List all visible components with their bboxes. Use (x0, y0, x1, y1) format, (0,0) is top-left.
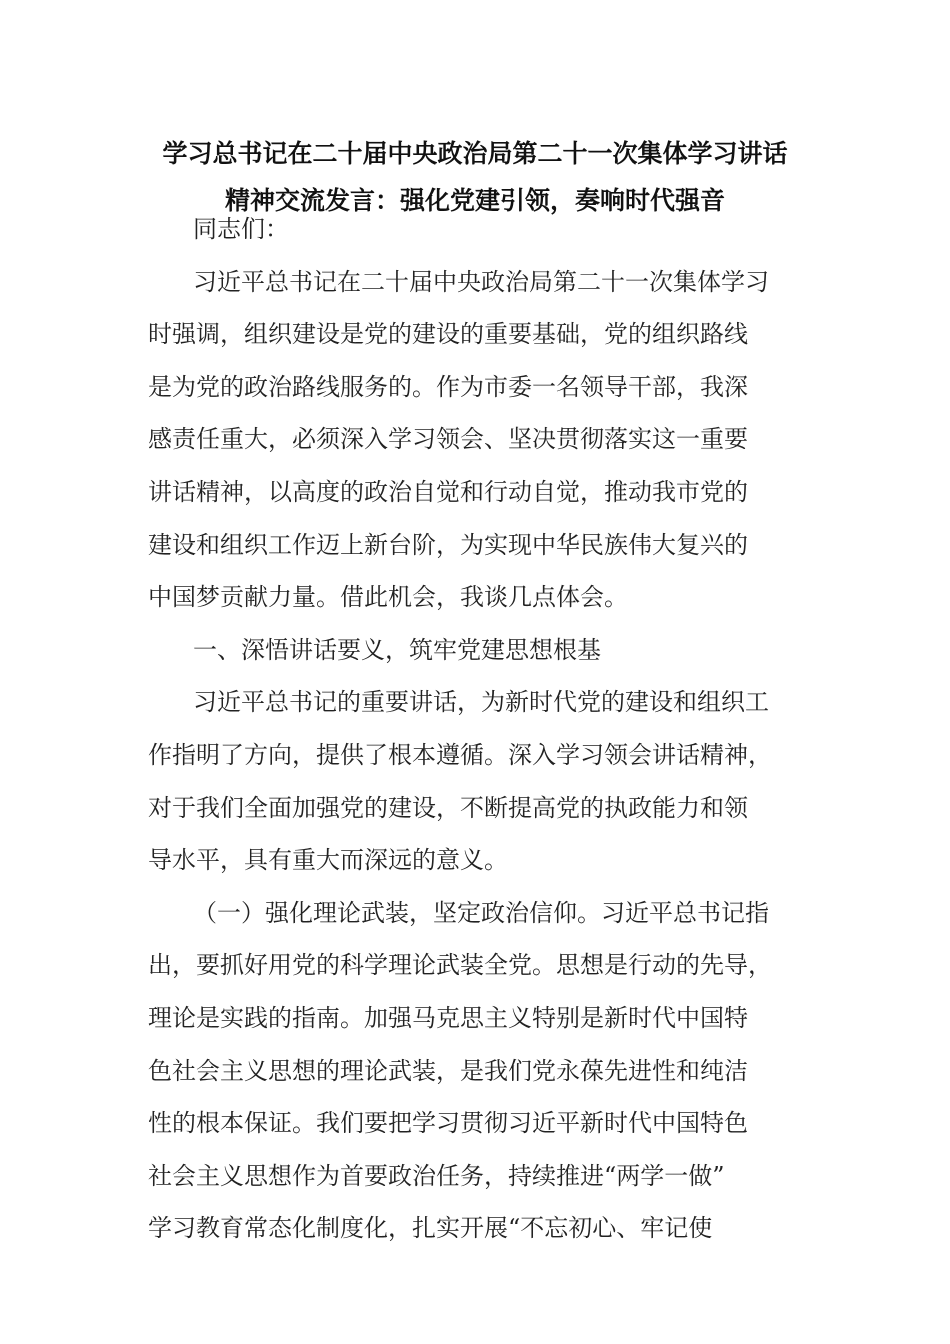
document-title-line-2: 精神交流发言：强化党建引领，奏响时代强音 (224, 186, 725, 215)
body-line: 导水平，具有重大而深远的意义。 (148, 846, 508, 875)
body-line: 作指明了方向，提供了根本遵循。深入学习领会讲话精神， (148, 740, 772, 769)
body-line: 建设和组织工作迈上新台阶，为实现中华民族伟大复兴的 (148, 530, 748, 559)
body-line: 出，要抓好用党的科学理论武装全党。思想是行动的先导， (148, 951, 772, 980)
body-line: 学习教育常态化制度化，扎实开展“不忘初心、牢记使 (148, 1214, 713, 1243)
body-line: 感责任重大，必须深入学习领会、坚决贯彻落实这一重要 (148, 425, 748, 454)
body-line: 讲话精神，以高度的政治自觉和行动自觉，推动我市党的 (148, 477, 748, 506)
section-heading: 一、深悟讲话要义，筑牢党建思想根基 (193, 635, 601, 664)
body-line: 是为党的政治路线服务的。作为市委一名领导干部，我深 (148, 372, 748, 401)
body-line: 习近平总书记的重要讲话，为新时代党的建设和组织工 (193, 688, 769, 717)
document-title-line-1: 学习总书记在二十届中央政治局第二十一次集体学习讲话 (162, 139, 788, 168)
body-line: 性的根本保证。我们要把学习贯彻习近平新时代中国特色 (148, 1109, 748, 1138)
salutation: 同志们： (193, 215, 289, 243)
body-line: 时强调，组织建设是党的建设的重要基础，党的组织路线 (148, 320, 748, 349)
body-line: 理论是实践的指南。加强马克思主义特别是新时代中国特 (148, 1003, 748, 1032)
body-line: 习近平总书记在二十届中央政治局第二十一次集体学习 (193, 267, 769, 296)
body-line: 社会主义思想作为首要政治任务，持续推进“两学一做” (148, 1161, 725, 1190)
subsection-line: （一）强化理论武装，坚定政治信仰。习近平总书记指 (193, 898, 769, 927)
body-line: 色社会主义思想的理论武装，是我们党永葆先进性和纯洁 (148, 1056, 748, 1085)
body-line: 对于我们全面加强党的建设，不断提高党的执政能力和领 (148, 793, 748, 822)
document-body (148, 203, 808, 1255)
body-line: 中国梦贡献力量。借此机会，我谈几点体会。 (148, 583, 628, 612)
